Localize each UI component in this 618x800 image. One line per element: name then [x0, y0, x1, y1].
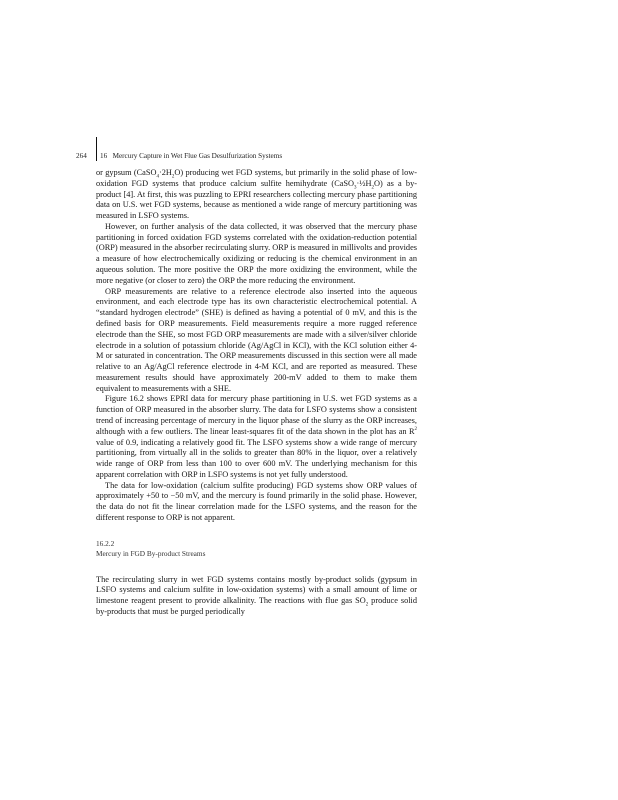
section-heading — [96, 539, 417, 560]
paragraph: ORP measurements are relative to a reference electrode also inserted into the aqueous environment, and each electrode type has its own characteristic electrochemical potential. A “standard hydrogen electrode” (SHE) is defined as having a potential of 0 mV, and this is the defined basis for ORP measurements. Field measurements require a more rugged reference electrode than the SHE, so most FGD ORP measurements are made with a silver/silver chloride electrode in a solution of potassium chloride (Ag/AgCl in KCl), with the KCl solution either 4-M or saturated in concentration. The ORP measurements discussed in this section were all made relative to an Ag/AgCl reference electrode in 4-M KCl, and are reported as measured. These measurement results should have approximately 200-mV added to them to make them equivalent to measurements with a SHE. — [96, 286, 417, 393]
paragraph: However, on further analysis of the data collected, it was observed that the mercury phase partitioning in forced oxidation FGD systems correlated with the oxidation-reduction potential (ORP) measured in the absorber recirculating slurry. ORP is measured in millivolts and provides a measure of how electrochemically oxidizing or reducing is the chemical environment in an aqueous solution. The more positive the ORP the more oxidizing the environment, while the more negative (or closer to zero) the ORP the more reducing the environment. — [96, 221, 417, 285]
superscript: 2 — [414, 426, 417, 432]
section-number: 16.2.2 — [96, 538, 115, 548]
running-header — [62, 149, 422, 163]
subscript: 3 — [354, 185, 357, 191]
chapter-number: 16 — [100, 152, 108, 160]
paragraph: or gypsum $(CaSO_4\cdot 2H_2O)$ producing wet FGD systems, but primarily in the solid phase of low-oxidation FGD systems that produce calcium sulfite hemihydrate $(CaSO_3\cdot\frac{1}{2}H_2O)$ as a by-product [4]. At first, this was puzzling to EPRI researchers collecting mercury phase partitioning data on U.S. wet FGD systems, because as mentioned a wide range of mercury partitioning was measured in LSFO systems. — [96, 168, 417, 221]
chapter-title: Mercury Capture in Wet Flue Gas Desulfurization Systems — [112, 152, 283, 160]
subscript: 2 — [171, 174, 175, 180]
body-text — [96, 168, 417, 618]
subscript: 2 — [371, 185, 374, 191]
paragraph: Figure 16.2 shows EPRI data for mercury phase partitioning in U.S. wet FGD systems as a function of ORP measured in the absorber slurry. The data for LSFO systems show a consistent trend of increasing percentage of mercury in the liquor phase of the slurry as the ORP increases, although with a few outliers. The linear least-squares fit of the data shown in the plot has an $R^2$ value of 0.9, indicating a relatively good fit. The LSFO systems show a wide range of mercury partitioning, from virtually all in the solids to greater than 80% in the liquor, over a relatively wide range of ORP from less than 100 to over 600 mV. The underlying mechanism for this apparent correlation with ORP in LSFO systems is not yet fully understood. — [96, 394, 417, 479]
section-title: Mercury in FGD By-product Streams — [96, 549, 206, 559]
paragraph: The recirculating slurry in wet FGD systems contains mostly by-product solids (gypsum in LSFO systems and calcium sulfite in low-oxidation systems) with a small amount of lime or limestone reagent present to provide alkalinity. The reactions with flue gas $SO_2$ produce solid by-products that must be purged periodically — [96, 574, 417, 616]
paragraph: The data for low-oxidation (calcium sulfite producing) FGD systems show ORP values of approximately +50 to −50 mV, and the mercury is found primarily in the solid phase. However, the data do not fit the linear correlation made for the LSFO systems, and the reason for the different response to ORP is not apparent. — [96, 480, 417, 522]
subscript: 4 — [156, 174, 159, 180]
header-divider — [96, 137, 97, 161]
subscript: 2 — [365, 602, 369, 608]
page-number: 264 — [76, 152, 87, 160]
running-title — [100, 149, 282, 163]
